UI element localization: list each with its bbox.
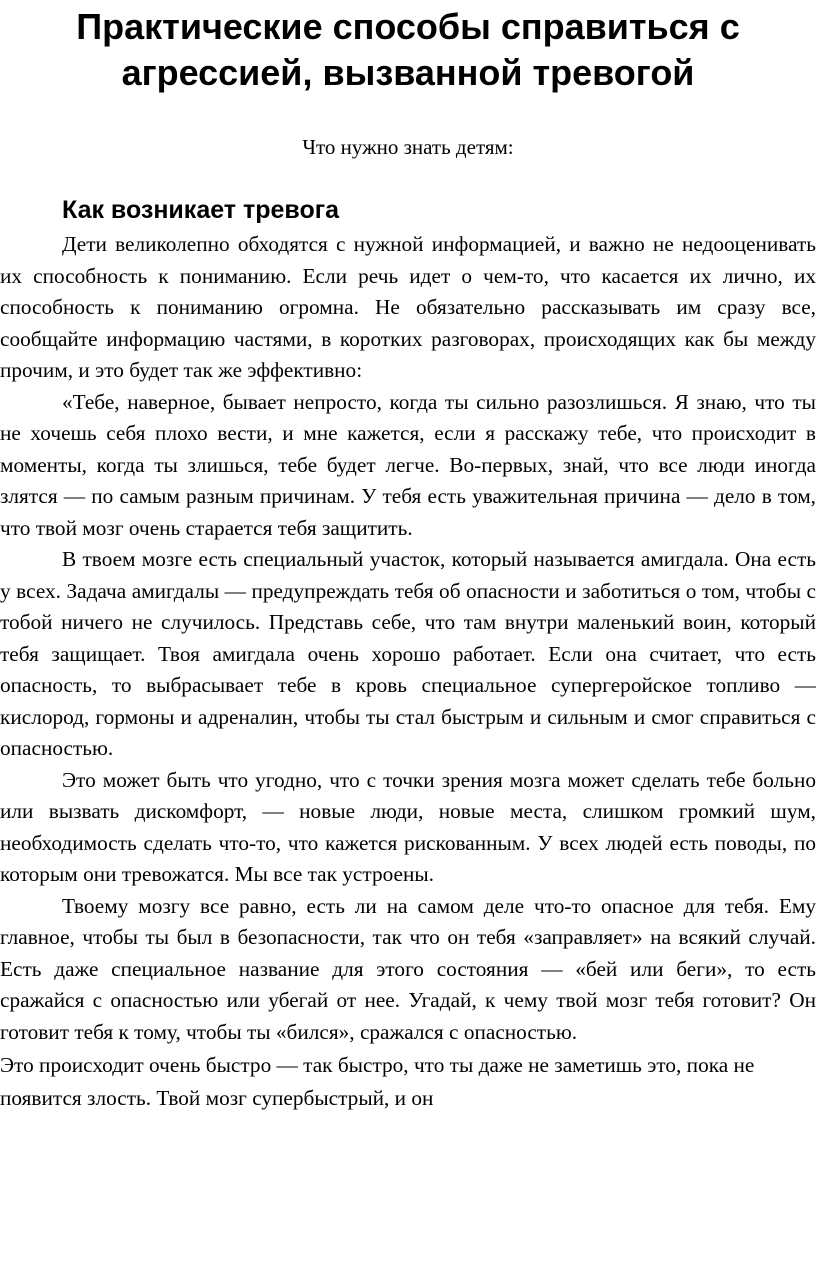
paragraph-2: «Тебе, наверное, бывает непросто, когда ты сильно разозлишься. Я знаю, что ты не хочешь себя плохо вести, и мне кажется, если я расскажу тебе, что происходит в моменты, когда ты злишься, тебе будет легче. Во-первых, знай, что все люди иногда злятся — по самым разным причинам. У тебя есть уважительная причина — дело в том, что твой мозг очень старается тебя защитить. (0, 389, 816, 540)
document-title (0, 4, 816, 96)
paragraph-1: Дети великолепно обходятся с нужной информацией, и важно не недооценивать их способность к пониманию. Если речь идет о чем-то, что касается их лично, их способность к пониманию огромна. Не обязательно рассказывать им сразу все, сообщайте информацию частями, в коротких разговорах, происходящих как бы между прочим, и это будет так же эффективно: (0, 232, 816, 382)
title-line-2: агрессией, вызванной тревогой (121, 52, 695, 93)
paragraph-6: Это происходит очень быстро — так быстро, что ты даже не заметишь это, пока не появится злость. Твой мозг супербыстрый, и он (0, 1053, 755, 1110)
paragraph-3: В твоем мозге есть специальный участок, который называется амигдала. Она есть у всех. Задача амигдалы — предупреждать тебя об опасности и заботиться о том, чтобы с тобой ничего не случилось. Представь себе, что там внутри маленький воин, который тебя защищает. Твоя амигдала очень хорошо работает. Если она считает, что есть опасность, то выбрасывает тебе в кровь специальное супергеройское топливо — кислород, гормоны и адреналин, чтобы ты стал быстрым и сильным и смог справиться с опасностью. (0, 547, 816, 760)
title-line-1: Практические способы справиться с (76, 6, 740, 47)
paragraph-4: Это может быть что угодно, что с точки зрения мозга может сделать тебе больно или вызвать дискомфорт, — новые люди, новые места, слишком громкий шум, необходимость сделать что-то, что кажется рискованным. У всех людей есть поводы, по которым они тревожатся. Мы все так устроены. (0, 767, 816, 886)
body-text (0, 229, 816, 1115)
section-heading: Как возникает тревога (62, 196, 340, 224)
paragraph-5: Твоему мозгу все равно, есть ли на самом деле что-то опасное для тебя. Ему главное, чтобы ты был в безопасности, так что он тебя «заправляет» на всякий случай. Есть даже специальное название для этого состояния — «бей или беги», то есть сражайся с опасностью или убегай от нее. Угадай, к чему твой мозг тебя готовит? Он готовит тебя к тому, чтобы ты «бился», сражался с опасностью. (0, 893, 816, 1044)
document-subtitle: Что нужно знать детям: (302, 135, 514, 159)
